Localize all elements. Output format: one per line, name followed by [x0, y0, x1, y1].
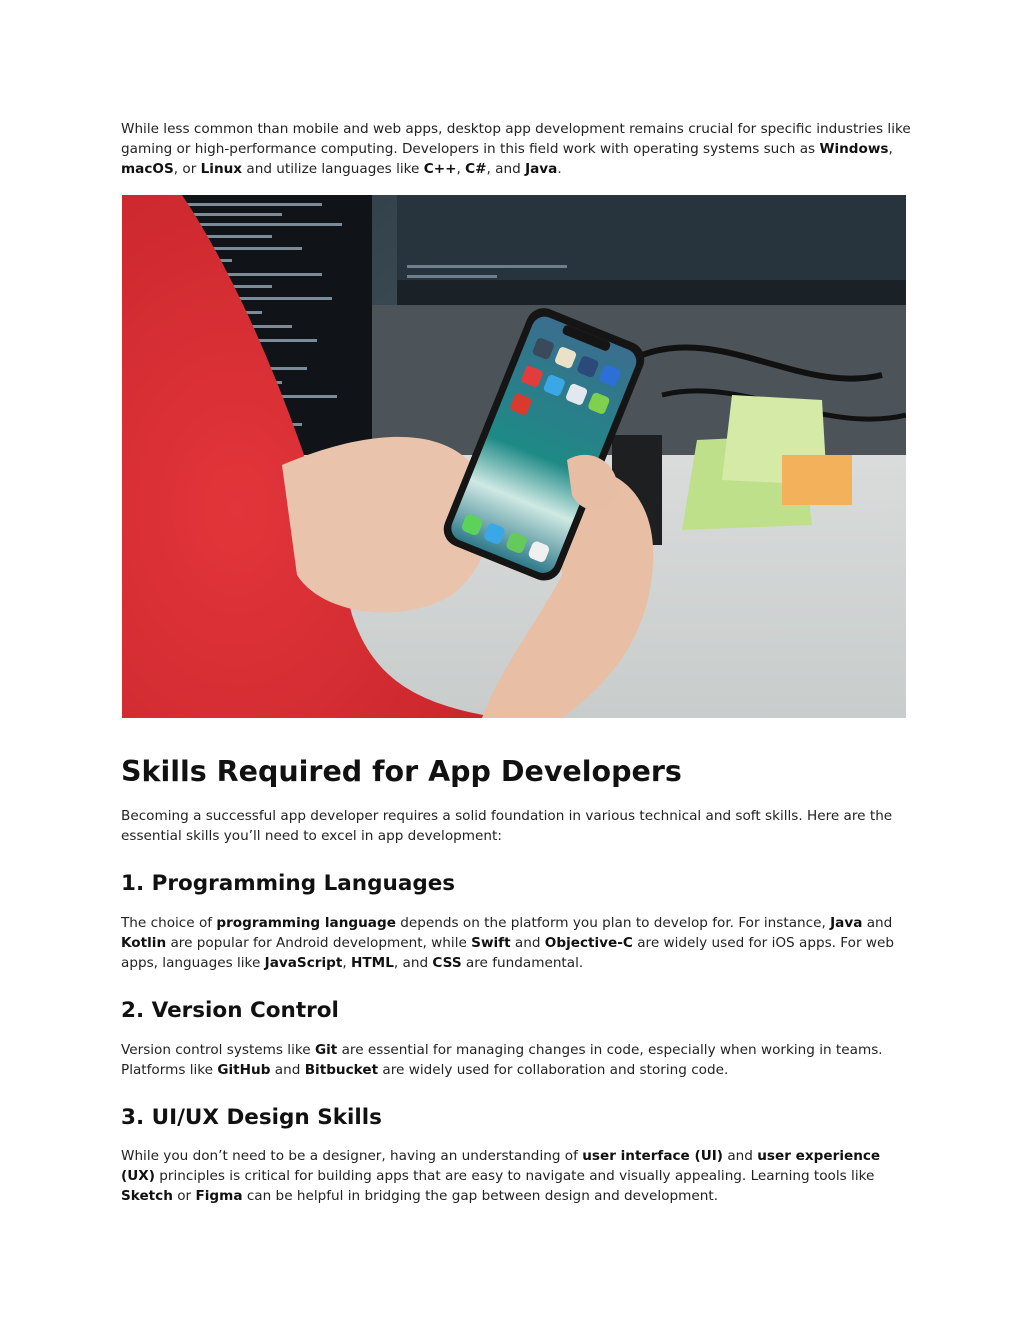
text: and [862, 915, 893, 931]
keyword: GitHub [217, 1062, 271, 1078]
keyword: Swift [471, 935, 511, 951]
text: and [270, 1062, 305, 1078]
keyword: Sketch [121, 1188, 173, 1204]
programming-paragraph [121, 913, 911, 973]
keyword: user experience (UX) [121, 1148, 881, 1184]
keyword-csharp: C# [465, 161, 487, 177]
keyword: programming language [216, 915, 396, 931]
keyword-java: Java [525, 161, 558, 177]
keyword-linux: Linux [200, 161, 243, 177]
separator: , and [486, 161, 526, 177]
text: , [342, 955, 352, 971]
text: and [723, 1148, 758, 1164]
text: are widely used for iOS apps. For web apps, languages like [121, 935, 894, 971]
keyword: JavaScript [264, 955, 343, 971]
text: are popular for Android development, while [166, 935, 472, 951]
text: principles is critical for building apps that are easy to navigate and visually appealing. Learning tools like [154, 1168, 875, 1184]
photo-illustration [122, 195, 906, 718]
separator: , [888, 141, 893, 157]
keyword: CSS [432, 955, 462, 971]
intro-paragraph [121, 119, 911, 179]
heading-ui-ux-design: 3. UI/UX Design Skills [121, 1105, 382, 1130]
intro-text-1: While less common than mobile and web apps, desktop app development remains crucial for specific industries like gaming or high-performance computing. Developers in this field work with operating systems such as [121, 121, 911, 157]
keyword: Kotlin [121, 935, 167, 951]
version-control-paragraph [121, 1040, 911, 1080]
separator: , or [173, 161, 201, 177]
keyword: Git [314, 1042, 338, 1058]
keyword: Objective-C [544, 935, 633, 951]
text: The choice of [121, 915, 217, 931]
keyword-macos: macOS [121, 161, 174, 177]
heading-programming-languages: 1. Programming Languages [121, 871, 456, 896]
keyword: user interface (UI) [582, 1148, 724, 1164]
text: are essential for managing changes in code, especially when working in teams. Platforms like [121, 1042, 883, 1078]
separator: , [456, 161, 466, 177]
text: Version control systems like [121, 1042, 315, 1058]
text: While you don’t need to be a designer, having an understanding of [121, 1148, 583, 1164]
skills-intro: Becoming a successful app developer requires a solid foundation in various technical and soft skills. Here are the essential skills you’ll need to excel in app development: [121, 808, 893, 844]
keyword: Bitbucket [304, 1062, 379, 1078]
text: are fundamental. [461, 955, 584, 971]
text: can be helpful in bridging the gap between design and development. [242, 1188, 719, 1204]
text: or [172, 1188, 196, 1204]
keyword-windows: Windows [819, 141, 889, 157]
text: depends on the platform you plan to develop for. For instance, [395, 915, 831, 931]
section-title: Skills Required for App Developers [121, 755, 682, 788]
keyword-cpp: C++ [423, 161, 457, 177]
keyword: HTML [351, 955, 394, 971]
text: , and [393, 955, 433, 971]
ui-ux-paragraph [121, 1146, 911, 1206]
intro-text-2: and utilize languages like [242, 161, 424, 177]
keyword: Figma [195, 1188, 243, 1204]
hands-holding-phone-photo [122, 195, 906, 718]
text: are widely used for collaboration and storing code. [378, 1062, 729, 1078]
heading-version-control: 2. Version Control [121, 998, 339, 1023]
text: and [510, 935, 545, 951]
intro-text-3: . [557, 161, 562, 177]
keyword: Java [830, 915, 863, 931]
